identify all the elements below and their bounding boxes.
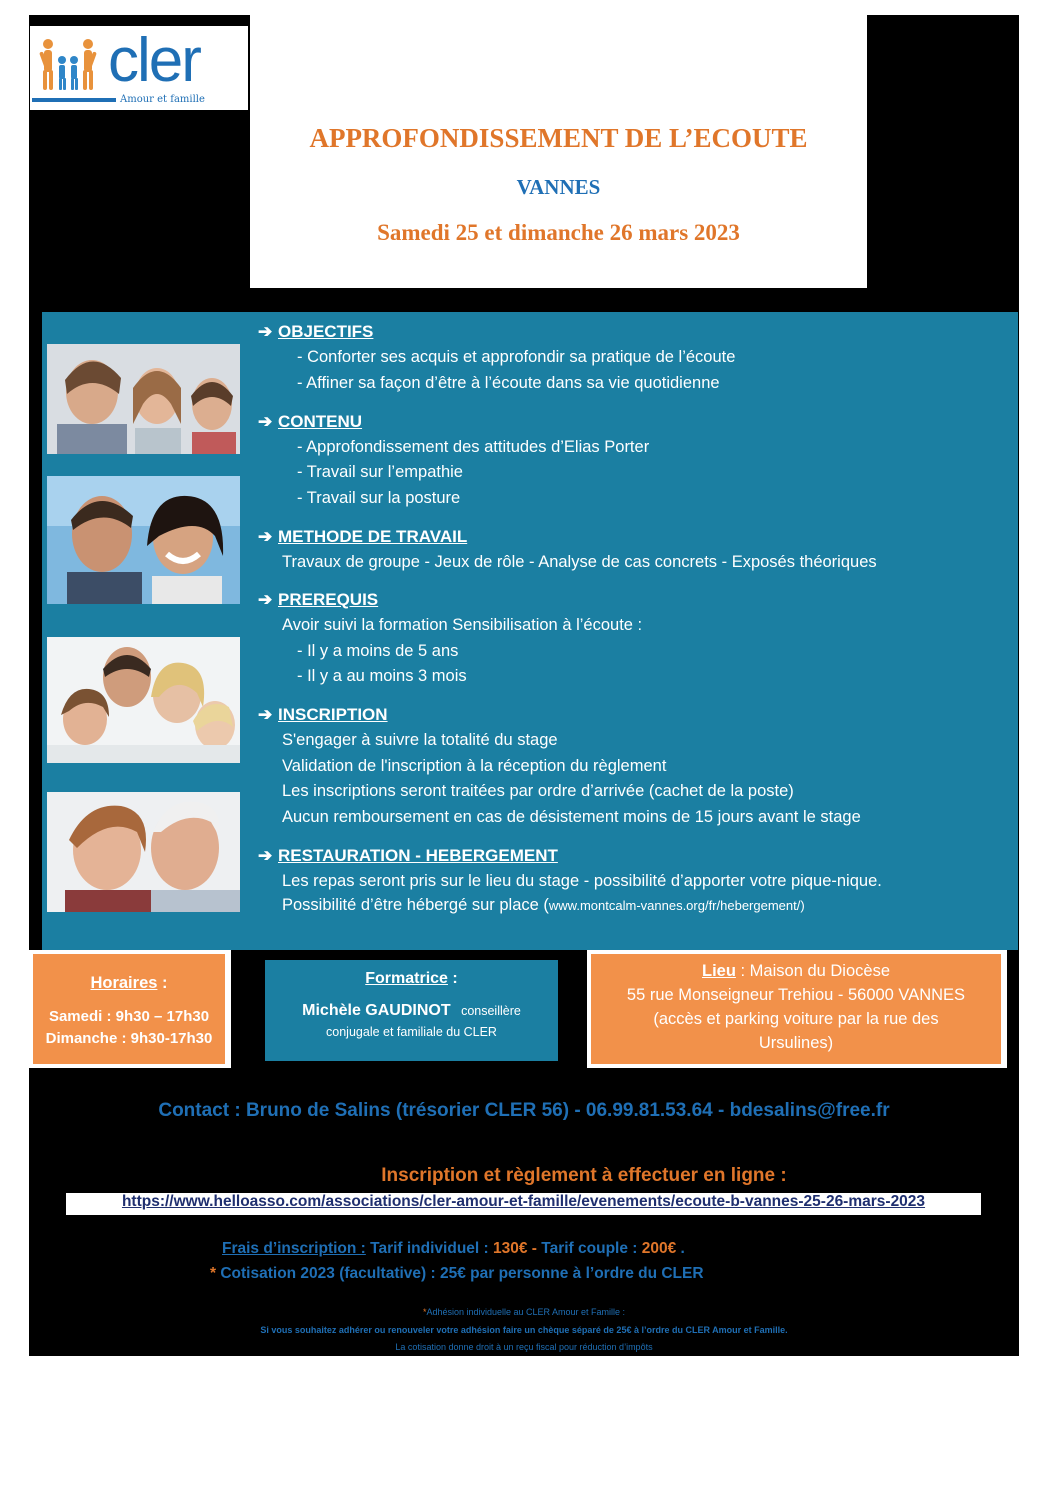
list-item: - Il y a moins de 5 ans [297, 642, 459, 660]
formatrice-box [231, 950, 587, 1068]
list-item: - Approfondissement des attitudes d’Elias Porter [297, 438, 650, 456]
cler-logo [30, 26, 248, 110]
inscription-line: Validation de l'inscription à la réception du règlement [282, 757, 667, 775]
page-title: APPROFONDISSEMENT DE L’ECOUTE [309, 123, 808, 153]
title-box [250, 15, 867, 288]
lieu-address: 55 rue Monseigneur Trehiou - 56000 VANNES [626, 986, 966, 1004]
lieu-access: (accès et parking voiture par la rue des [653, 1010, 939, 1028]
brand-tagline: Amour et famille [120, 94, 205, 105]
note-line: *Adhésion individuelle au CLER Amour et Famille : [422, 1307, 626, 1317]
section-inscription-heading: ➔ INSCRIPTION [258, 705, 388, 724]
note-line: Si vous souhaitez adhérer ou renouveler votre adhésion faire un chèque séparé de 25€ à l’ordre du CLER Amour et Famille. [260, 1325, 788, 1335]
inscription-line: S'engager à suivre la totalité du stage [282, 731, 558, 749]
formatrice-title: Formatrice : [365, 970, 458, 987]
logo-underline [32, 98, 116, 102]
horaires-title: Horaires : [90, 974, 168, 992]
horaires-box [29, 950, 231, 1068]
list-item: - Travail sur l’empathie [297, 463, 463, 481]
inscription-line: Aucun remboursement en cas de désistement moins de 15 jours avant le stage [282, 808, 861, 826]
arrow-right-icon: ➔ [258, 412, 273, 431]
section-restauration-heading: ➔ RESTAURATION - HEBERGEMENT [258, 846, 558, 865]
formatrice-name-line: Michèle GAUDINOT conseillère [302, 1002, 521, 1019]
arrow-right-icon: ➔ [258, 590, 273, 609]
event-dates: Samedi 25 et dimanche 26 mars 2023 [377, 220, 740, 245]
registration-link-box [66, 1193, 981, 1215]
horaires-samedi: Samedi : 9h30 – 17h30 [48, 1008, 210, 1025]
individual-price: 130€ [493, 1240, 528, 1257]
program-panel [42, 312, 1018, 950]
photo-seniors [47, 792, 240, 912]
arrow-right-icon: ➔ [258, 705, 273, 724]
restauration-line: Les repas seront pris sur le lieu du stage - possibilité d’apporter votre pique-nique. [282, 872, 882, 890]
section-objectifs-heading: ➔ OBJECTIFS [258, 322, 374, 341]
brand-name: cler [108, 26, 200, 95]
family-figures-icon [36, 36, 108, 96]
arrow-right-icon: ➔ [258, 322, 273, 341]
restauration-line: Possibilité d’être hébergé sur place (www.montcalm-vannes.org/fr/hebergement/) [282, 896, 805, 914]
arrow-right-icon: ➔ [258, 846, 273, 865]
lieu-access: Ursulines) [758, 1034, 834, 1052]
horaires-dimanche: Dimanche : 9h30-17h30 [45, 1030, 213, 1047]
cotisation-line: * Cotisation 2023 (facultative) : 25€ par personne à l’ordre du CLER [210, 1265, 704, 1282]
online-heading: Inscription et règlement à effectuer en ligne : [381, 1165, 787, 1186]
note-line: La cotisation donne droit à un reçu fiscal pour réduction d’impôts [395, 1342, 653, 1352]
lieu-title: Lieu : Maison du Diocèse [702, 962, 890, 980]
methode-text: Travaux de groupe - Jeux de rôle - Analyse de cas concrets - Exposés théoriques [282, 553, 877, 571]
hebergement-link[interactable]: www.montcalm-vannes.org/fr/hebergement/) [548, 898, 805, 913]
photo-couple [47, 476, 240, 604]
couple-price: 200€ [641, 1240, 677, 1257]
fees-line: Frais d’inscription : Tarif individuel : 130€ - Tarif couple : 200€ . [222, 1240, 685, 1257]
lieu-box [587, 950, 1007, 1068]
list-item: - Conforter ses acquis et approfondir sa pratique de l’écoute [297, 348, 736, 366]
formatrice-name: Michèle GAUDINOT [302, 1002, 451, 1019]
contact-line: Contact : Bruno de Salins (trésorier CLER 56) - 06.99.81.53.64 - bdesalins@free.fr [158, 1100, 890, 1121]
section-contenu-heading: ➔ CONTENU [258, 412, 363, 431]
registration-link[interactable]: https://www.helloasso.com/associations/cler-amour-et-famille/evenements/ecoute-b-vannes-25-26-mars-2023 [121, 1193, 926, 1210]
arrow-right-icon: ➔ [258, 527, 273, 546]
photo-children [47, 344, 240, 454]
prerequis-text: Avoir suivi la formation Sensibilisation à l’écoute : [282, 616, 643, 634]
list-item: - Affiner sa façon d’être à l’écoute dans sa vie quotidienne [297, 374, 720, 392]
list-item: - Il y a au moins 3 mois [297, 667, 467, 685]
section-methode-heading: ➔ METHODE DE TRAVAIL [258, 527, 468, 546]
city: VANNES [516, 175, 601, 199]
section-prerequis-heading: ➔ PREREQUIS [258, 590, 379, 609]
photo-family [47, 637, 240, 763]
formatrice-role: conjugale et familiale du CLER [326, 1025, 497, 1039]
inscription-line: Les inscriptions seront traitées par ordre d’arrivée (cachet de la poste) [282, 782, 794, 800]
list-item: - Travail sur la posture [297, 489, 461, 507]
